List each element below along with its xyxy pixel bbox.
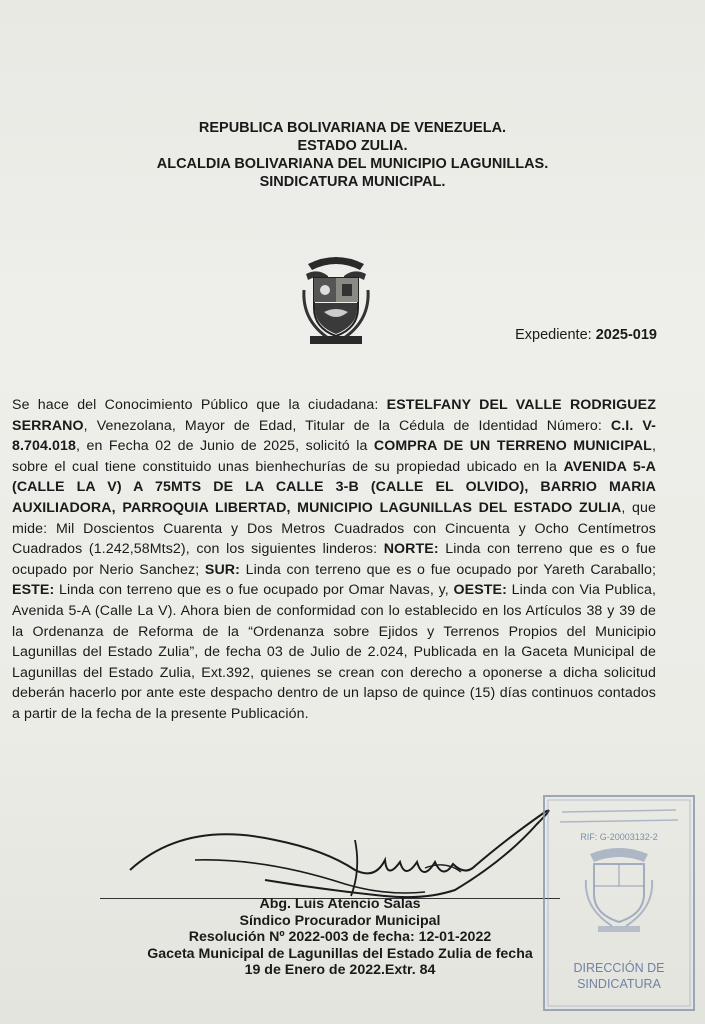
request-type: COMPRA DE UN TERRENO MUNICIPAL xyxy=(373,438,652,455)
boundary-east-label: ESTE: xyxy=(12,582,55,599)
stamp-rif: RIF: G-20003132-2 xyxy=(580,832,658,842)
body-text: Se hace del Conocimiento Público que la ciudadana: xyxy=(12,397,387,413)
sindicatura-stamp xyxy=(540,790,700,1015)
file-number xyxy=(515,327,657,343)
municipal-coat-of-arms-icon xyxy=(298,250,374,346)
applicant-name: ESTELFANY DEL VALLE RODRIGUEZ SERRANO xyxy=(12,397,656,434)
body-text: , sobre el cual tiene constituido unas bienhechurías de su propiedad ubicado en la xyxy=(12,438,656,475)
body-text: , Venezolana, Mayor de Edad, Titular de la Cédula de Identidad Número: xyxy=(83,417,611,434)
stamp-line-1: DIRECCIÓN DE xyxy=(573,961,665,975)
signer-resolution: Resolución Nº 2022-003 de fecha: 12-01-2022 xyxy=(188,929,492,946)
file-number-value: 2025-019 xyxy=(595,327,657,343)
header-sindicatura: SINDICATURA MUNICIPAL. xyxy=(259,174,446,190)
body-text: , en Fecha 02 de Junio de 2025, solicitó la xyxy=(76,438,374,455)
header-mayoralty: ALCALDIA BOLIVARIANA DEL MUNICIPIO LAGUNILLAS. xyxy=(156,156,549,172)
boundary-north-label: NORTE: xyxy=(383,541,439,558)
header-republic: REPUBLICA BOLIVARIANA DE VENEZUELA. xyxy=(198,120,507,136)
signer-name: Abg. Luis Atencio Salas xyxy=(259,896,421,912)
boundary-south-label: SUR: xyxy=(204,561,240,578)
document-header xyxy=(0,119,705,191)
body-text: Linda con terreno que es o fue ocupado por Nerio Sanchez; xyxy=(12,541,656,578)
signer-gazette: Gaceta Municipal de Lagunillas del Estado Zulia de fecha xyxy=(147,945,533,962)
signer-gazette-date: 19 de Enero de 2022.Extr. 84 xyxy=(244,962,436,979)
applicant-id: C.I. V-8.704.018 xyxy=(12,417,656,455)
signer-block xyxy=(80,896,600,979)
signer-title: Síndico Procurador Municipal xyxy=(239,912,441,929)
body-text: Linda con terreno que es o fue ocupado por Omar Navas, y, xyxy=(54,582,454,599)
boundary-west-label: OESTE: xyxy=(453,582,507,599)
body-text: Linda con Via Publica, Avenida 5-A (Calle La V). Ahora bien de conformidad con lo establecido en los Artículos 38 y 39 de la Ordenanza de Reforma de la “Ordenanza sobre Ejidos y Terrenos Propios del Municipio Lagunillas del Estado Zulia”, de fecha 03 de Julio de 2.024, Publicada en la Gaceta Municipal de Lagunillas del Estado Zulia, Ext.392, quienes se crean con derecho a oponerse a dicha solicitud deberán hacerlo por ante este despacho dentro de un lapso de quince (15) días continuos contados a partir de la fecha de la presente Publicación. xyxy=(12,582,656,722)
handwritten-signature xyxy=(125,800,565,910)
file-number-label: Expediente: xyxy=(515,327,592,343)
notice-body xyxy=(12,395,656,725)
property-address: AVENIDA 5-A (CALLE LA V) A 75MTS DE LA CALLE 3-B (CALLE EL OLVIDO), BARRIO MARIA AUXILIADORA, PARROQUIA LIBERTAD, MUNICIPIO LAGUNILLAS DEL ESTADO ZULIA xyxy=(12,458,656,516)
body-text: Linda con terreno que es o fue ocupado por Yareth Caraballo; xyxy=(239,561,656,578)
stamp-line-2: SINDICATURA xyxy=(577,977,661,991)
header-state: ESTADO ZULIA. xyxy=(297,138,408,154)
body-text: , que mide: Mil Doscientos Cuarenta y Dos Metros Cuadrados con Cincuenta y Ocho Centímetros Cuadrados (1.242,58Mts2), con los siguientes linderos: xyxy=(12,499,656,558)
